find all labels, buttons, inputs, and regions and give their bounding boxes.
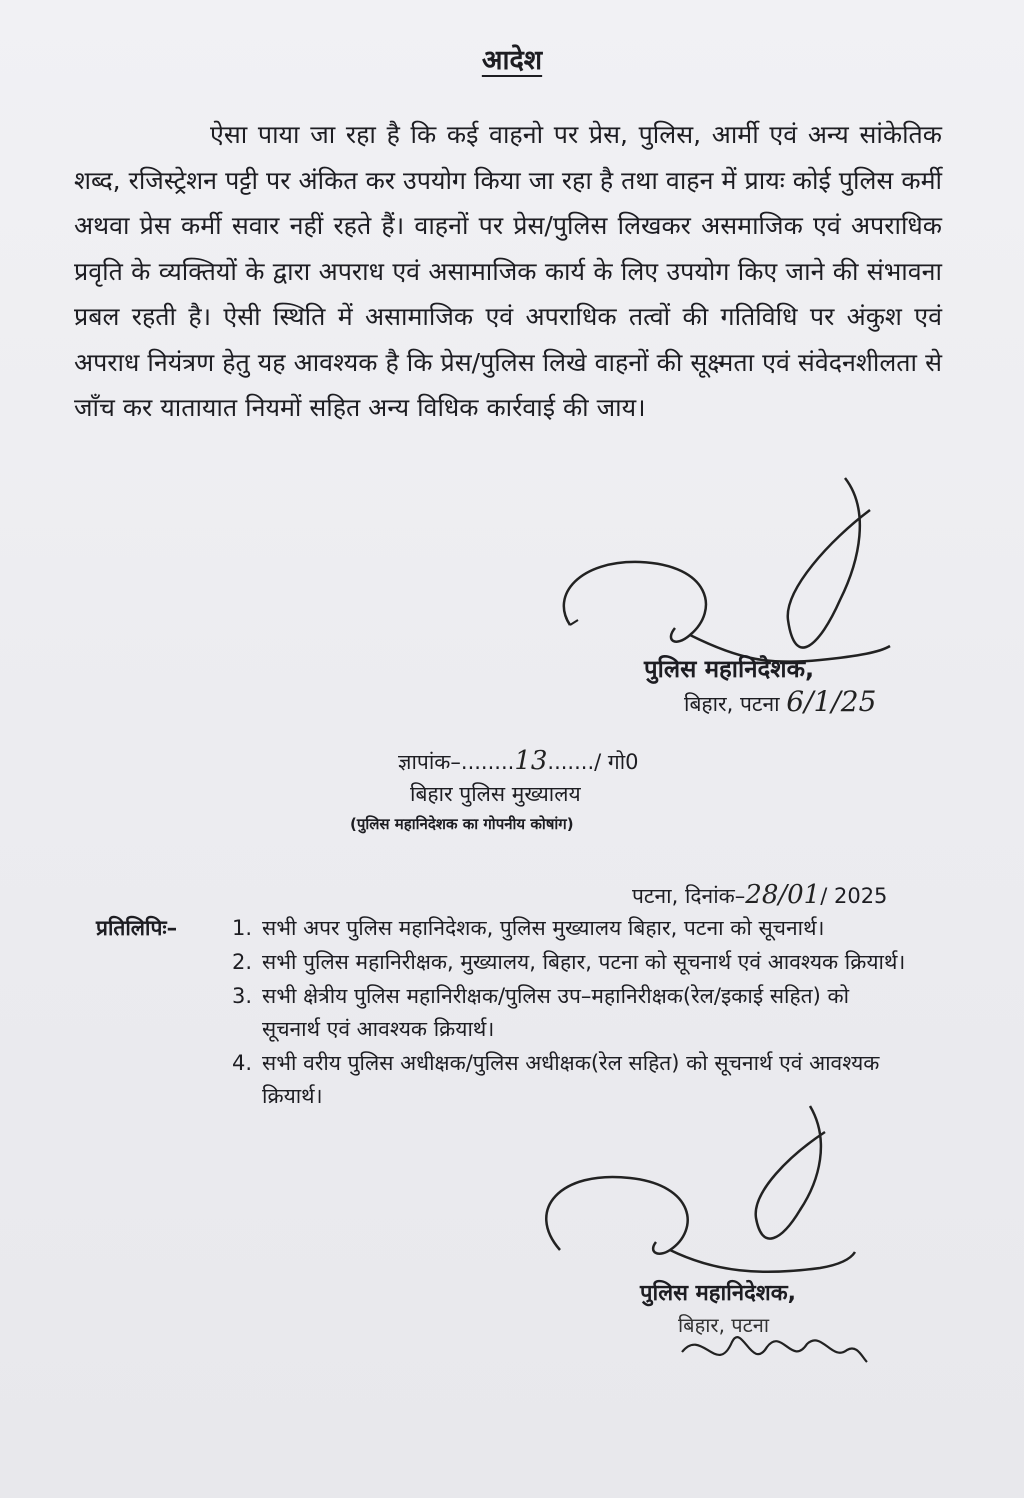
signatory-title: पुलिस महानिदेशक,	[644, 655, 815, 683]
copy-to-label: प्रतिलिपिः–	[96, 916, 178, 940]
document-title: आदेश	[481, 45, 543, 76]
order-body-text: ऐसा पाया जा रहा है कि कई वाहनो पर प्रेस, पुलिस, आर्मी एवं अन्य सांकेतिक शब्द, रजिस्ट्रेशन पट्टी पर अंकित कर उपयोग किया जा रहा है तथा वाहन में प्रायः कोई पुलिस कर्मी अथवा प्रेस कर्मी सवार नहीं रहते हैं। वाहनों पर प्रेस/पुलिस लिखकर असमाजिक एवं अपराधिक प्रवृति के व्यक्तियों के द्वारा अपराध एवं असामाजिक कार्य के लिए उपयोग किए जाने की संभावना प्रबल रहती है। ऐसी स्थिति में असामाजिक एवं अपराधिक तत्वों की गतिविधि पर अंकुश एवं अपराध नियंत्रण हेतु यह आवश्यक है कि प्रेस/पुलिस लिखे वाहनों की सूक्ष्मता एवं संवेदनशीलता से जाँच कर यातायात नियमों सहित अन्य विधिक कार्रवाई की जाय।	[74, 120, 942, 422]
signatory-title: पुलिस महानिदेशक,	[640, 1281, 796, 1306]
office-subtitle: (पुलिस महानिदेशक का गोपनीय कोषांग)	[350, 815, 574, 833]
handwritten-date: 6/1/25	[786, 685, 877, 718]
handwritten-day-month: 28/01	[745, 880, 821, 910]
list-item: 4. सभी वरीय पुलिस अधीक्षक/पुलिस अधीक्षक(रेल सहित) को सूचनार्थ एवं आवश्यक क्रियार्थ।	[232, 1051, 880, 1108]
copy-to-list	[232, 912, 912, 1114]
signature-2	[520, 1100, 880, 1300]
list-item: 3. सभी क्षेत्रीय पुलिस महानिरीक्षक/पुलिस उप–महानिरीक्षक(रेल/इकाई सहित) को सूचनार्थ एवं आवश्यक क्रियार्थ।	[232, 984, 850, 1041]
list-item: 1. सभी अपर पुलिस महानिदेशक, पुलिस मुख्यालय बिहार, पटना को सूचनार्थ।	[232, 916, 825, 940]
signature-initials	[672, 1322, 872, 1382]
memo-number-line: ज्ञापांक–........13......./ गो0	[398, 746, 639, 776]
office-name: बिहार पुलिस मुख्यालय	[410, 782, 581, 806]
signatory-place: बिहार, पटना	[678, 1313, 770, 1337]
date-line: पटना, दिनांक–28/01/ 2025	[632, 880, 888, 910]
list-item: 2. सभी पुलिस महानिरीक्षक, मुख्यालय, बिहार, पटना को सूचनार्थ एवं आवश्यक क्रियार्थ।	[232, 950, 906, 974]
memo-number: 13	[514, 746, 548, 776]
signatory-place: बिहार, पटना 6/1/25	[684, 685, 877, 718]
signatory-block-1	[644, 652, 904, 720]
